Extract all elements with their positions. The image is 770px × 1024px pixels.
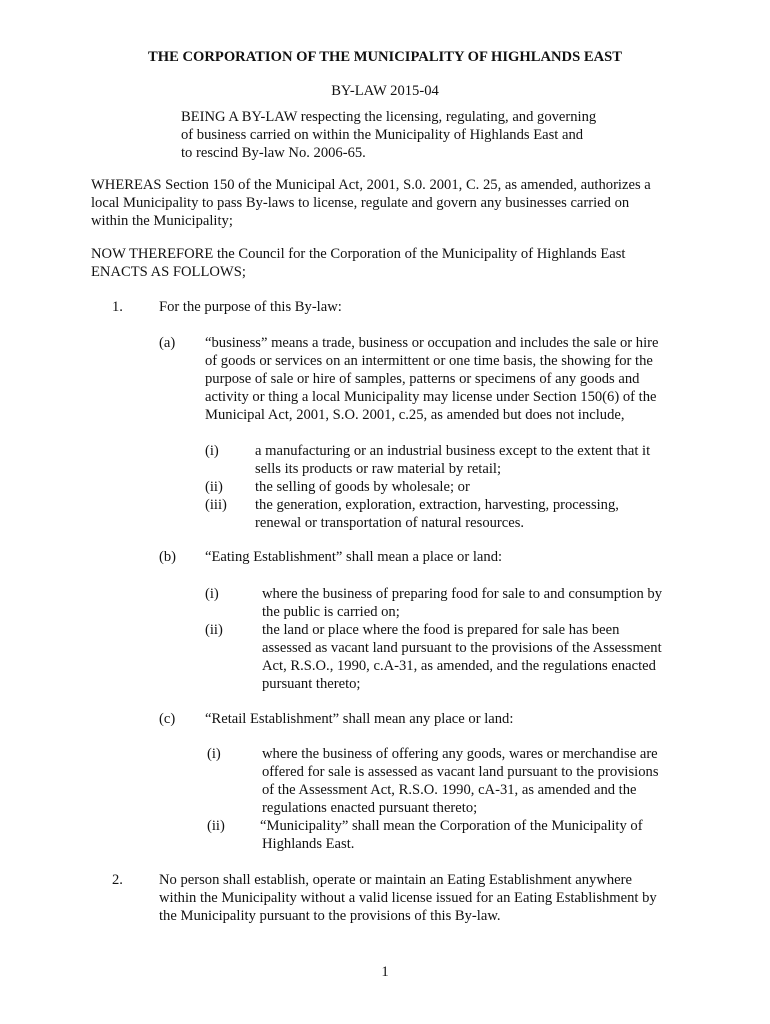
subclause-line: of the Assessment Act, R.S.O. 1990, cA-31, as amended and the [262,782,637,798]
subclause-line: sells its products or raw material by retail; [255,461,501,477]
section-line: No person shall establish, operate or maintain an Eating Establishment anywhere [159,872,632,888]
clause-text: “Eating Establishment” shall mean a place or land: [205,549,503,565]
section-number: 2. [112,872,123,888]
subclause-label: (ii) [205,622,223,638]
subclause-line: renewal or transportation of natural resources. [255,515,525,531]
subclause-line: Act, R.S.O., 1990, c.A-31, as amended, and the regulations enacted [262,658,656,674]
subclause-line: “Municipality” shall mean the Corporation of the Municipality of [260,818,643,834]
clause-text: “Retail Establishment” shall mean any place or land: [205,711,514,727]
subclause-label: (i) [205,443,219,459]
subclause-line: the selling of goods by wholesale; or [255,479,470,495]
document-title: THE CORPORATION OF THE MUNICIPALITY OF HIGHLANDS EAST [148,49,622,65]
now-therefore-line: ENACTS AS FOLLOWS; [91,264,246,280]
clause-line: purpose of sale or hire of samples, patterns or specimens of any goods and [205,371,640,387]
clause-label: (c) [159,711,176,727]
subclause-line: Highlands East. [262,836,355,852]
subclause-line: the public is carried on; [262,604,400,620]
subclause-line: the generation, exploration, extraction, harvesting, processing, [255,497,619,513]
subclause-line: where the business of preparing food for sale to and consumption by [262,586,663,602]
subclause-line: assessed as vacant land pursuant to the provisions of the Assessment [262,640,662,656]
section-line: the Municipality pursuant to the provisions of this By-law. [159,908,501,924]
page-number: 1 [381,964,389,980]
clause-line: of goods or services on an intermittent or one time basis, the showing for the [205,353,653,369]
subclause-label: (i) [207,746,221,762]
whereas-line: local Municipality to pass By-laws to license, regulate and govern any businesses carried on [91,195,630,211]
clause-line: activity or thing a local Municipality may license under Section 150(6) of the [205,389,657,405]
clause-line: Municipal Act, 2001, S.O. 2001, c.25, as amended but does not include, [205,407,625,423]
subclause-line: regulations enacted pursuant thereto; [262,800,478,816]
section-line: within the Municipality without a valid license issued for an Eating Establishment by [159,890,657,906]
section-number: 1. [112,299,123,315]
subclause-line: pursuant thereto; [262,676,361,692]
being-line: BEING A BY-LAW respecting the licensing, regulating, and governing [181,109,597,125]
being-line: of business carried on within the Municipality of Highlands East and [181,127,584,143]
subclause-line: a manufacturing or an industrial business except to the extent that it [255,443,651,459]
whereas-line: within the Municipality; [91,213,233,229]
subclause-label: (i) [205,586,219,602]
subclause-line: offered for sale is assessed as vacant land pursuant to the provisions [262,764,659,780]
being-line: to rescind By-law No. 2006-65. [181,145,366,161]
subclause-label: (ii) [205,479,223,495]
section-text: For the purpose of this By-law: [159,299,342,315]
bylaw-number: BY-LAW 2015-04 [331,83,439,99]
subclause-label: (ii) [207,818,225,834]
whereas-line: WHEREAS Section 150 of the Municipal Act, 2001, S.0. 2001, C. 25, as amended, authorizes a [91,177,651,193]
subclause-line: the land or place where the food is prepared for sale has been [262,622,620,638]
clause-line: “business” means a trade, business or occupation and includes the sale or hire [205,335,659,351]
clause-label: (a) [159,335,176,351]
now-therefore-line: NOW THEREFORE the Council for the Corporation of the Municipality of Highlands East [91,246,626,262]
subclause-label: (iii) [205,497,227,513]
subclause-line: where the business of offering any goods, wares or merchandise are [262,746,658,762]
clause-label: (b) [159,549,177,565]
